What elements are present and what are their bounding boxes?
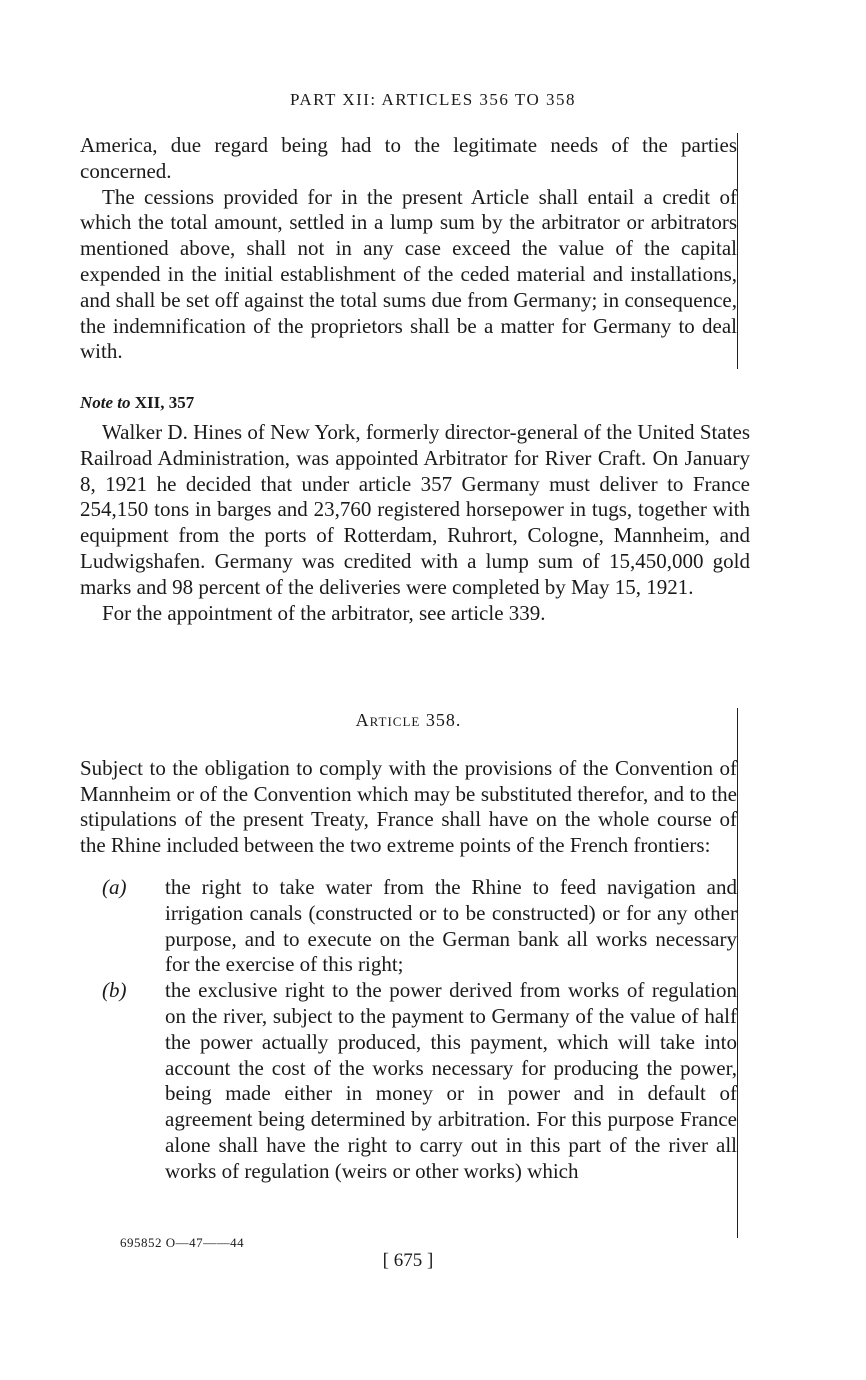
note-paragraph-1: Walker D. Hines of New York, formerly director-general of the United States Railroad Administration, was appointed Arbitrator for River Craft. On January 8, 1921 he decided that under article 357 Germany must deliver to France 254,150 tons in barges and 23,760 registered horsepower in tugs, together with equipment from the ports of Rotterdam, Ruhrort, Cologne, Mannheim, and Ludwigshafen. Germany was credited with a lump sum of 15,450,000 gold marks and 98 percent of the deliveries were completed by May 15, 1921. xyxy=(80,420,750,599)
article-357-continuation xyxy=(80,133,738,369)
page-number: [ 675 ] xyxy=(382,1250,434,1271)
article-358-intro: Subject to the obligation to comply with the provisions of the Convention of Mannheim or of the Convention which may be substituted therefor, and to the stipulations of the present Treaty, France shall have on the whole course of the Rhine included between the two extreme points of the French frontiers: xyxy=(80,755,737,858)
item-a-text: the right to take water from the Rhine to feed navigation and irrigation canals (constructed or to be constructed) or for any other purpose, and to execute on the German bank all works necessary for the exercise of this right; xyxy=(165,874,737,977)
item-b-label: (b) xyxy=(102,978,127,1003)
article-358-item-a xyxy=(80,875,737,978)
note-heading-reference: XII, 357 xyxy=(134,393,195,412)
note-paragraph-2: For the appointment of the arbitrator, see article 339. xyxy=(102,600,546,625)
print-code: 695852 O—47——44 xyxy=(120,1235,245,1250)
note-body xyxy=(80,420,750,626)
article-358-title: Article 358. xyxy=(355,710,462,730)
article-357-paragraph-2: The cessions provided for in the present Article shall entail a credit of which the total amount, settled in a lump sum by the arbitrator or arbitrators mentioned above, shall not in any case exceed the value of the capital expended in the initial establishment of the ceded material and installations, and shall be set off against the total sums due from Germany; in consequence, the indemnification of the proprietors shall be a matter for Germany to deal with. xyxy=(80,184,737,364)
article-357-paragraph-1: America, due regard being had to the legitimate needs of the parties concerned. xyxy=(80,133,737,183)
note-heading-prefix: Note to xyxy=(80,393,131,412)
article-358-item-b xyxy=(80,978,737,1184)
article-358 xyxy=(80,708,738,1238)
running-head: PART XII: ARTICLES 356 TO 358 xyxy=(290,90,576,109)
note-heading xyxy=(80,393,194,413)
item-b-text: the exclusive right to the power derived from works of regulation on the river, subject to the payment to Germany of the value of half the power actually produced, this payment, which will take into account the cost of the works necessary for producing the power, being made either in money or in power and in default of agreement being determined by arbitration. For this purpose France alone shall have the right to carry out in this part of the river all works of regulation (weirs or other works) which xyxy=(165,978,737,1183)
item-a-label: (a) xyxy=(102,874,127,899)
